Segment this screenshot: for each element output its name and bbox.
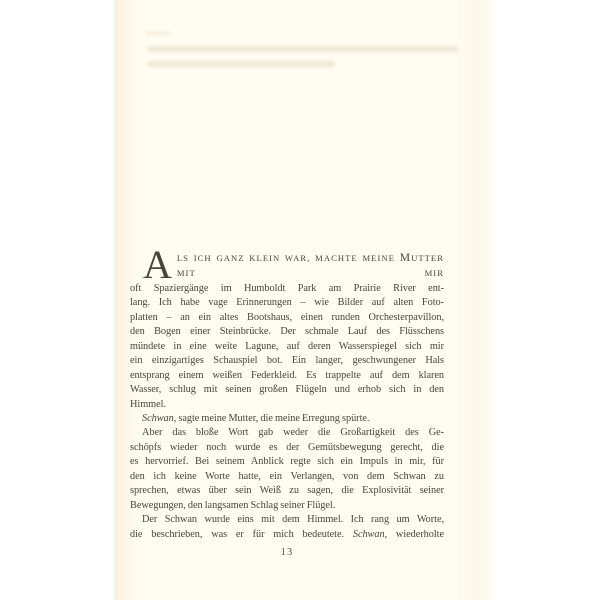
text-line: oft Spaziergänge im Humboldt Park am Prairie River ent- bbox=[130, 282, 444, 294]
text-line: lang. Ich habe vage Erinnerungen – wie Bilder auf alten Foto- bbox=[130, 297, 444, 309]
text-line: Himmel. bbox=[130, 398, 166, 410]
page-number: 13 bbox=[280, 547, 294, 558]
text-line: schöpfs wieder noch wurde es der Gemütsbewegung gerecht, die bbox=[130, 441, 444, 453]
bleed-through-line bbox=[147, 46, 459, 52]
text-block bbox=[130, 242, 444, 542]
text-line: Aber das bloße Wort gab weder die Großartigkeit des Ge- bbox=[142, 427, 444, 439]
text-line: LS ICH GANZ KLEIN WAR, MACHTE MEINE MUTTER MIT MIR bbox=[176, 251, 444, 279]
text-line: den ich keine Worte hatte, ein Verlangen, von dem Schwan zu bbox=[130, 470, 444, 482]
text-line: den Bogen einer Steinbrücke. Der schmale Lauf des Flüsschens bbox=[130, 326, 444, 338]
drop-cap: A bbox=[143, 242, 172, 287]
text-line: Wasser, schlug mit seinen großen Flügeln und erhob sich in den bbox=[130, 384, 444, 396]
text-line: es hervorrief. Bei seinem Anblick regte sich ein Impuls in mir, für bbox=[130, 456, 444, 468]
text-line: platten – an ein altes Bootshaus, einen runden Orchesterpavillon, bbox=[130, 311, 444, 323]
text-line: Der Schwan wurde eins mit dem Himmel. Ich rang um Worte, bbox=[142, 514, 444, 526]
bleed-through-line bbox=[147, 61, 335, 67]
text-line: mündete in eine weite Lagune, auf deren Wasserspiegel sich mir bbox=[130, 340, 444, 352]
text-line: Schwan, sagte meine Mutter, die meine Erregung spürte. bbox=[142, 412, 370, 424]
text-line: entsprang einem weißen Federkleid. Es trappelte auf dem klaren bbox=[130, 369, 444, 381]
bleed-through-mark bbox=[145, 31, 171, 36]
text-line: die beschrieben, was er für mich bedeutete. Schwan, wiederholte bbox=[130, 528, 444, 540]
text-line: sprechen, etwas über sein Weiß zu sagen, die Explosivität seiner bbox=[130, 485, 444, 497]
text-line: Bewegungen, den langsamen Schlag seiner Flügel. bbox=[130, 499, 336, 511]
text-line: ein einzigartiges Schauspiel bot. Ein langer, geschwungener Hals bbox=[130, 355, 444, 367]
book-page bbox=[114, 0, 488, 600]
